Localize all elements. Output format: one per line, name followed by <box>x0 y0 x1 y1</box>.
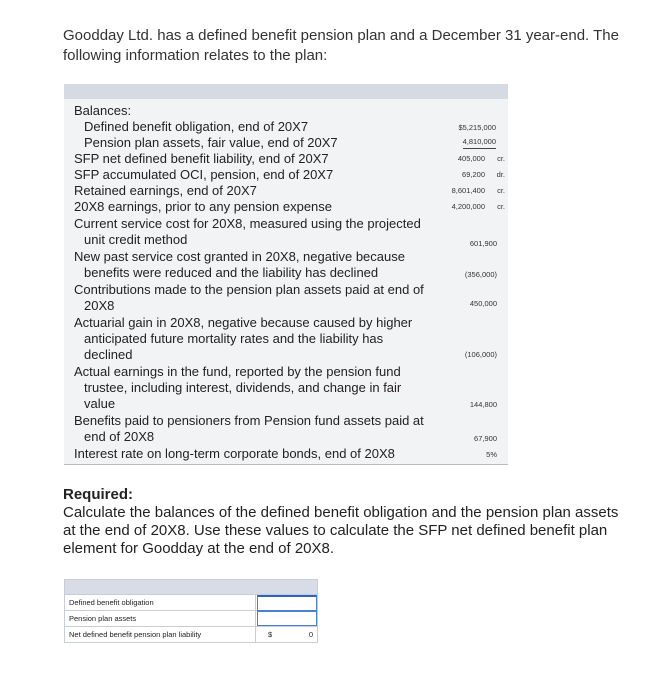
row-suffix: dr. <box>496 170 505 179</box>
row-label: Contributions made to the pension plan assets paid at end of 20X8 <box>74 282 424 313</box>
row-value: 405,000 <box>457 154 485 163</box>
row-value: (106,000) <box>464 350 497 359</box>
row-label: Current service cost for 20X8, measured using the projected unit credit method <box>74 216 421 247</box>
answer-table <box>64 579 318 643</box>
row-label: Actuarial gain in 20X8, negative because caused by higher anticipated future mortality rates and the liability has declined <box>74 315 413 362</box>
row-value: 5% <box>486 450 497 459</box>
row-label: New past service cost granted in 20X8, negative because benefits were reduced and the liability has declined <box>74 249 405 280</box>
table-row <box>64 282 508 315</box>
row-label: Interest rate on long-term corporate bonds, end of 20X8 <box>74 446 395 461</box>
table-row <box>64 167 508 183</box>
row-label: Retained earnings, end of 20X7 <box>74 183 257 198</box>
table-row <box>64 199 508 216</box>
answer-header-band <box>65 580 317 595</box>
table-row <box>64 216 508 249</box>
table-row <box>64 413 508 446</box>
row-label: SFP accumulated OCI, pension, end of 20X7 <box>74 167 334 182</box>
row-value: 69,200 <box>462 170 485 179</box>
answer-row <box>65 611 317 627</box>
row-suffix: cr. <box>497 202 505 211</box>
answer-label: Pension plan assets <box>69 614 137 623</box>
pension-plan-assets-input[interactable] <box>257 611 317 626</box>
table-row <box>64 446 508 465</box>
row-suffix: cr. <box>497 186 505 195</box>
row-value: 67,900 <box>474 434 497 443</box>
row-label: Defined benefit obligation, end of 20X7 <box>84 119 309 134</box>
table-row <box>64 249 508 282</box>
pension-info-table <box>64 84 508 465</box>
row-label: SFP net defined benefit liability, end of 20X7 <box>74 151 329 166</box>
required-heading: Required: <box>63 486 134 503</box>
table-row <box>64 364 508 413</box>
table-row <box>64 315 508 364</box>
row-value: 144,800 <box>469 400 497 409</box>
intro-paragraph: Goodday Ltd. has a defined benefit pension plan and a December 31 year-end. The following information relates to the plan: <box>63 27 619 64</box>
row-value: (356,000) <box>464 270 497 279</box>
row-label: Pension plan assets, fair value, end of 20X7 <box>84 135 338 150</box>
net-liability-value: 0 <box>308 630 313 639</box>
answer-row <box>65 595 317 611</box>
table-row <box>64 119 508 135</box>
table-row <box>64 183 508 199</box>
balances-heading: Balances: <box>74 103 132 118</box>
required-text: Calculate the balances of the defined benefit obligation and the pension plan assets at the end of 20X8. Use these values to calculate the SFP net defined benefit plan element for Goodday at the end of 20X8. <box>63 504 619 557</box>
answer-label: Net defined benefit pension plan liability <box>69 630 202 639</box>
required-section <box>63 486 633 558</box>
row-label: Benefits paid to pensioners from Pension fund assets paid at end of 20X8 <box>74 413 424 444</box>
answer-label: Defined benefit obligation <box>69 598 154 607</box>
row-label: 20X8 earnings, prior to any pension expense <box>74 199 333 214</box>
row-value: 601,900 <box>469 239 497 248</box>
row-label: Actual earnings in the fund, reported by the pension fund trustee, including interest, dividends, and change in fair value <box>74 364 402 411</box>
table-header-band <box>64 84 508 99</box>
row-value: 450,000 <box>469 299 497 308</box>
table-row <box>64 151 508 167</box>
row-suffix: cr. <box>497 154 505 163</box>
row-value: $5,215,000 <box>458 123 496 132</box>
currency-symbol: $ <box>268 630 273 639</box>
answer-row <box>65 627 317 642</box>
table-row <box>64 135 508 151</box>
row-value: 4,200,000 <box>451 202 485 211</box>
table-row <box>64 101 508 119</box>
row-value: 4,810,000 <box>463 137 496 149</box>
defined-benefit-obligation-input[interactable] <box>257 595 317 611</box>
row-value: 8,601,400 <box>451 186 485 195</box>
